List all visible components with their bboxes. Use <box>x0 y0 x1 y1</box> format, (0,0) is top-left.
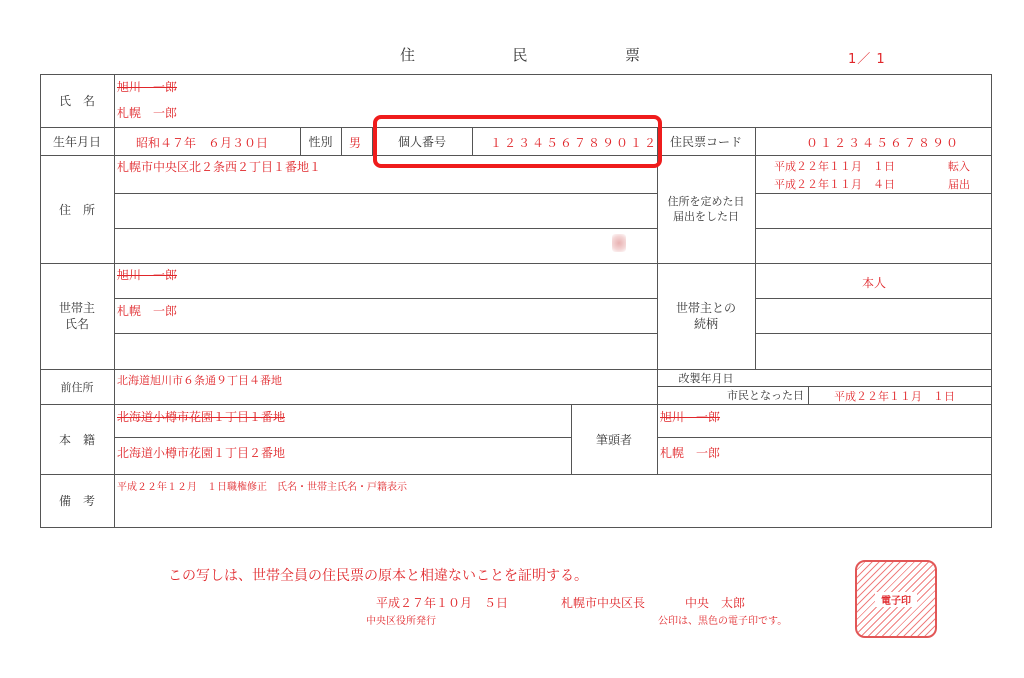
rule <box>755 127 756 155</box>
label-my-number: 個人番号 <box>397 134 446 149</box>
rule <box>755 333 992 334</box>
name-current: 札幌 一郎 <box>117 106 178 120</box>
name-old: 旭川 一郎 <box>117 80 178 94</box>
rule <box>657 404 658 474</box>
issued-by: 中央区役所発行 <box>366 616 436 627</box>
head-old: 旭川 一郎 <box>660 410 721 424</box>
rule <box>40 527 992 528</box>
rule <box>114 298 657 299</box>
seal-note: 公印は、黒色の電子印です。 <box>658 616 788 627</box>
rule <box>114 437 571 438</box>
rule <box>40 74 992 75</box>
rule <box>755 298 992 299</box>
my-number-value: １２３４５６７８９０１２ <box>490 136 659 150</box>
householder-current: 札幌 一郎 <box>117 304 178 318</box>
prev-address-value: 北海道旭川市６条通９丁目４番地 <box>117 374 282 387</box>
rule <box>657 437 992 438</box>
rule <box>40 474 992 475</box>
rule <box>40 263 992 264</box>
head-current: 札幌 一郎 <box>660 446 721 460</box>
page-indicator: 1／ 1 <box>848 52 886 67</box>
resident-code-value: ０１２３４５６７８９０ <box>806 136 961 150</box>
label-name: 氏 名 <box>58 94 95 108</box>
birth-date: 昭和４７年 ６月３０日 <box>136 136 269 150</box>
address-date-1: 平成２２年１１月 １日 <box>774 160 895 173</box>
domicile-old: 北海道小樽市花園１丁目１番地 <box>117 410 286 424</box>
rule <box>40 369 992 370</box>
sex-value: 男 <box>349 136 362 150</box>
label-sex: 性別 <box>308 134 333 149</box>
label-address-date: 住所を定めた日 届出をした日 <box>667 195 745 223</box>
rule <box>114 74 115 527</box>
title-char-3: 票 <box>624 46 640 64</box>
address-value: 札幌市中央区北２条西２丁目１番地１ <box>117 160 322 174</box>
electronic-seal <box>855 560 937 638</box>
issuer-name: 中央 太郎 <box>685 596 746 610</box>
rule <box>808 386 809 404</box>
certification-statement: この写しは、世帯全員の住民票の原本と相違ないことを証明する。 <box>168 568 588 584</box>
relation-value: 本人 <box>862 276 887 290</box>
rule <box>755 228 992 229</box>
redaction-mark <box>612 234 626 252</box>
remarks-value: 平成２２年１２月 １日職権修正 氏名・世帯主氏名・戸籍表示 <box>117 482 407 493</box>
title-char-1: 住 <box>400 46 416 64</box>
rule <box>341 127 342 155</box>
rule <box>991 74 992 527</box>
label-relation: 世帯主との 続柄 <box>675 301 736 331</box>
address-date-2: 平成２２年１１月 ４日 <box>774 178 895 191</box>
title-char-2: 民 <box>512 46 528 64</box>
issuer-title: 札幌市中央区長 <box>561 596 646 610</box>
label-address: 住 所 <box>58 202 95 217</box>
rule <box>40 404 992 405</box>
my-number-highlight-box <box>373 115 662 168</box>
label-remake-date: 改製年月日 <box>678 371 734 385</box>
rule <box>755 155 756 369</box>
rule <box>114 193 657 194</box>
certification-date: 平成２７年１０月 ５日 <box>376 596 509 610</box>
seal-label: 電子印 <box>875 592 917 607</box>
address-date-1-type: 転入 <box>948 160 970 173</box>
citizen-date-value: 平成２２年１１月 １日 <box>834 390 955 403</box>
label-householder: 世帯主 氏名 <box>58 301 95 331</box>
householder-old: 旭川 一郎 <box>117 268 178 282</box>
label-birth: 生年月日 <box>52 134 101 149</box>
label-prev-address: 前住所 <box>60 380 94 394</box>
domicile-current: 北海道小樽市花園１丁目２番地 <box>117 446 286 460</box>
label-remarks: 備 考 <box>58 494 95 508</box>
address-date-2-type: 届出 <box>948 178 970 191</box>
label-head-of-register: 筆頭者 <box>595 432 632 447</box>
rule <box>114 333 657 334</box>
document-title <box>400 44 640 65</box>
label-domicile: 本 籍 <box>58 432 95 447</box>
label-resident-code: 住民票コード <box>669 134 742 149</box>
rule <box>114 228 657 229</box>
label-citizen-date: 市民となった日 <box>727 389 804 402</box>
rule <box>755 193 992 194</box>
